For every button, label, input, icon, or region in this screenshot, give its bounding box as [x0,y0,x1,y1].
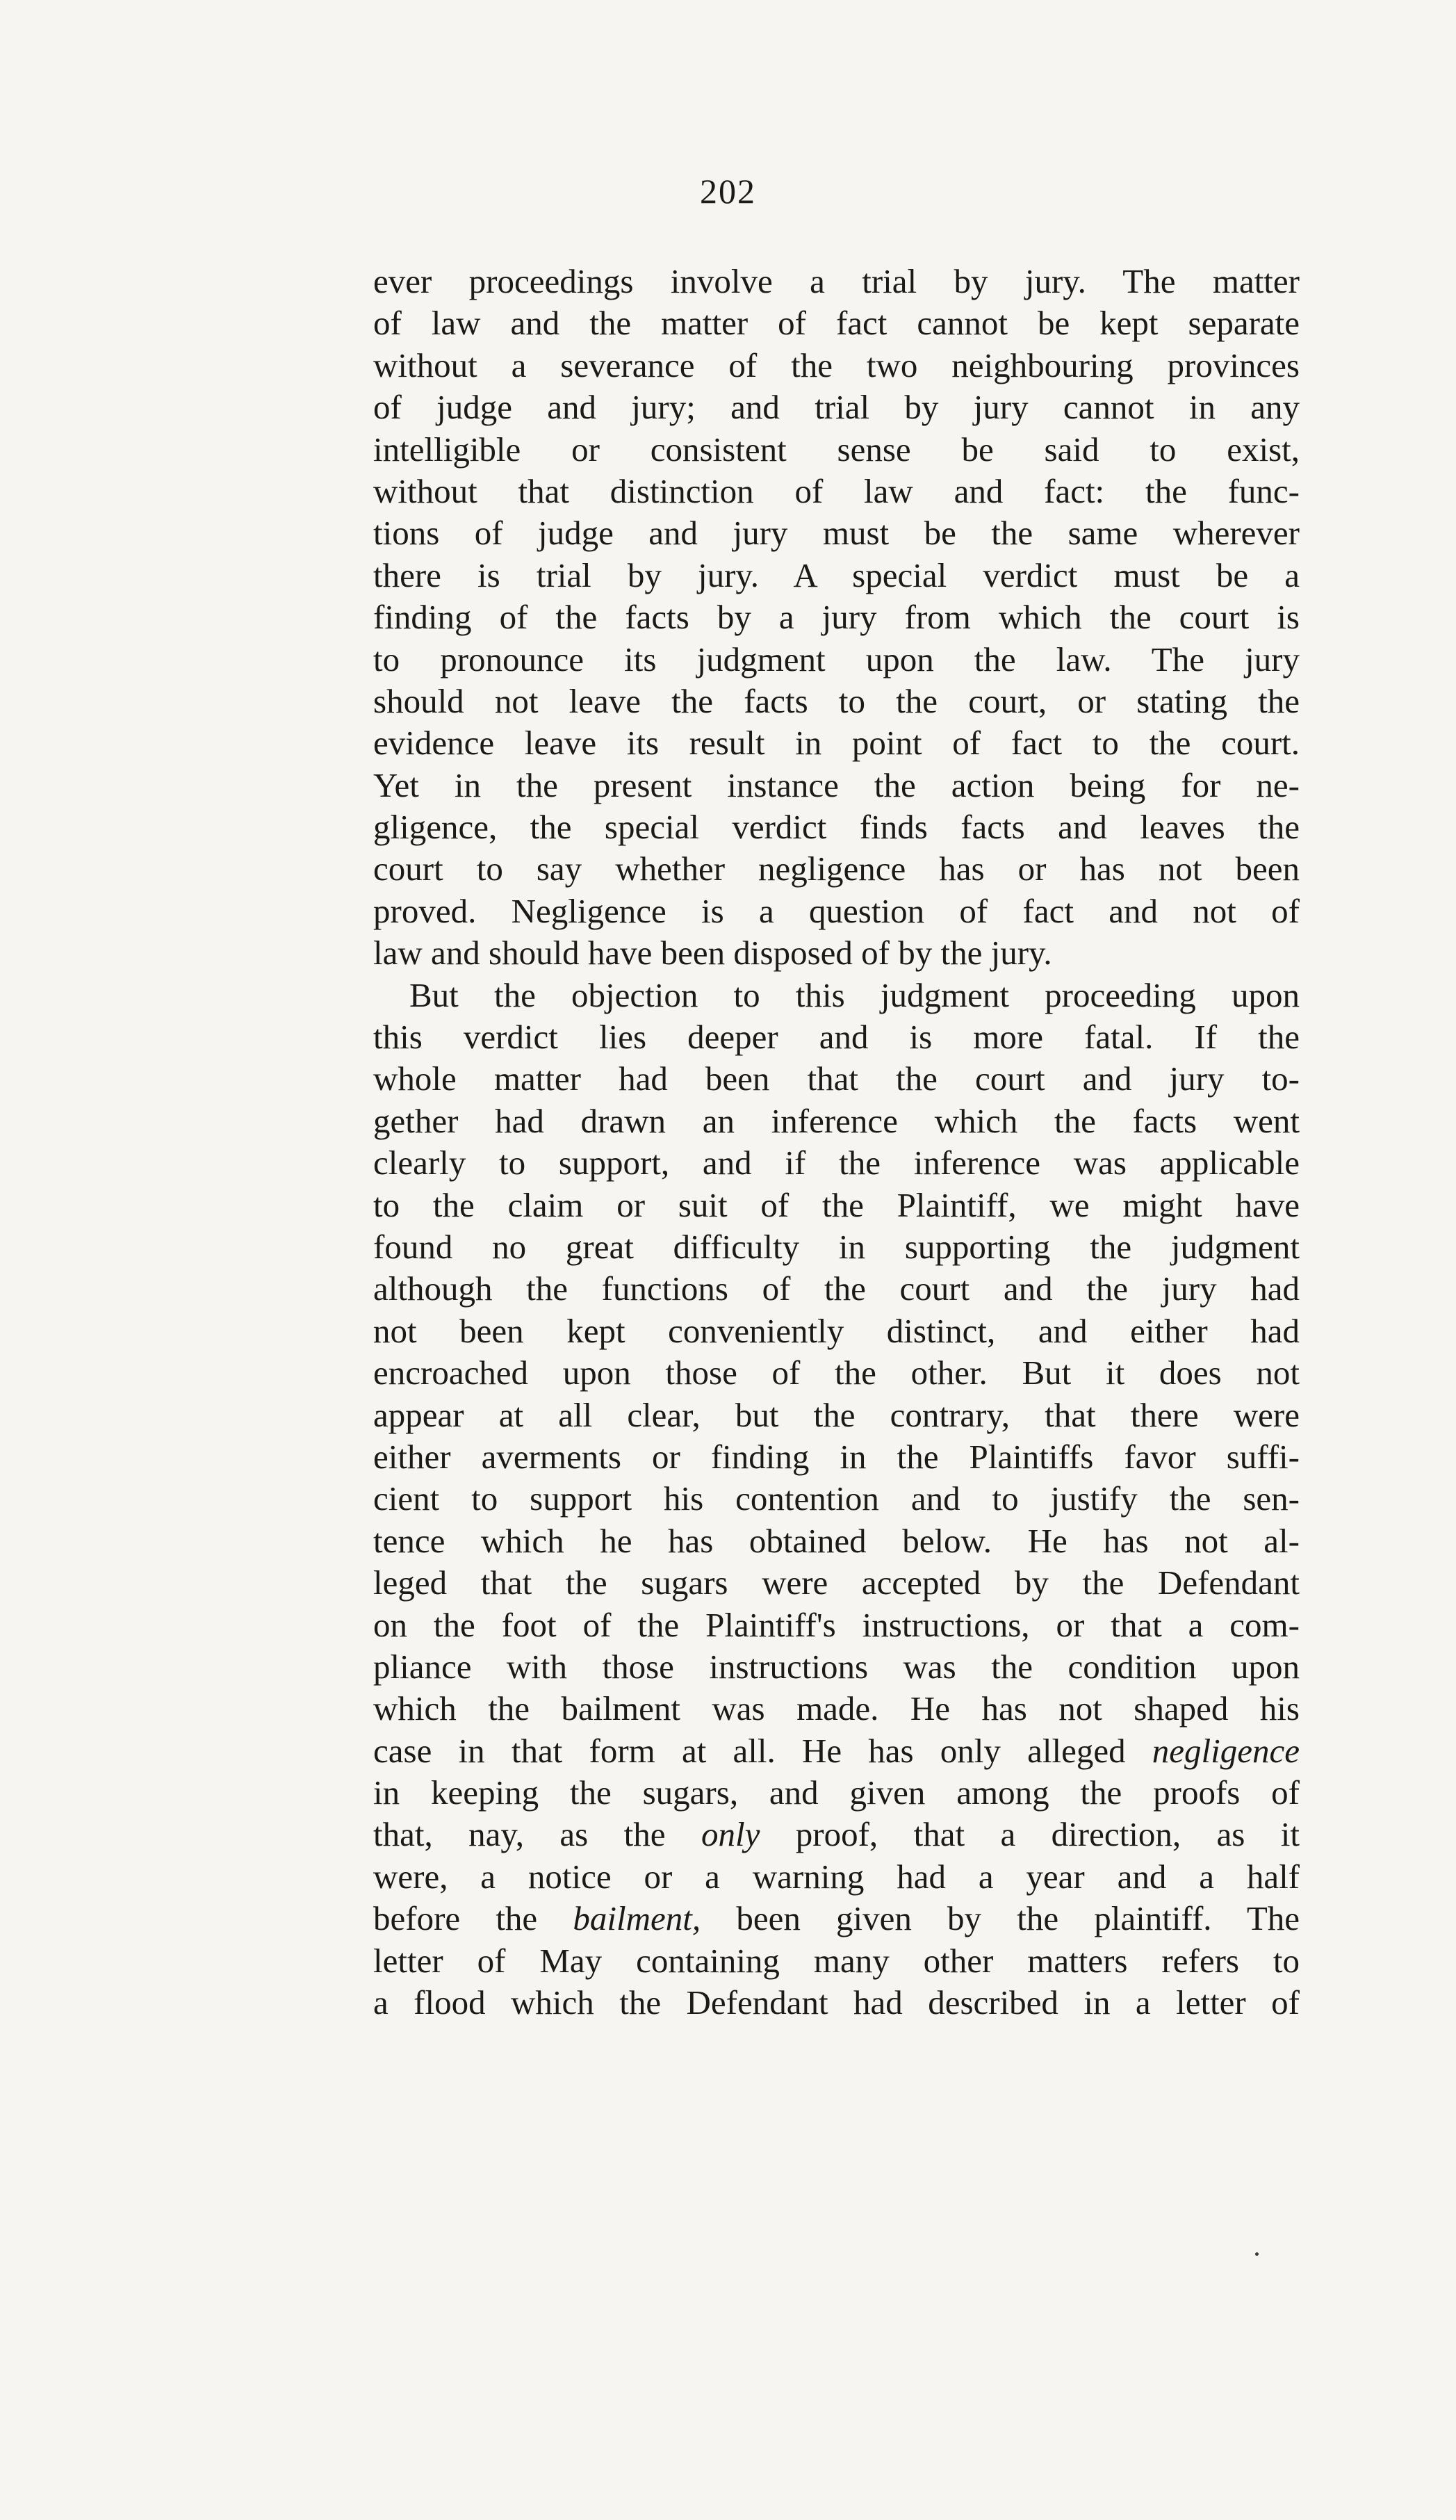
text-line: of law and the matter of fact cannot be kept separate [373,304,1300,343]
text-line: finding of the facts by a jury from which the court is [373,598,1300,637]
text-line: Yet in the present instance the action being for ne- [373,765,1300,804]
text-line: which the bailment was made. He has not shaped his [373,1689,1300,1728]
text-line: to pronounce its judgment upon the law. The jury [373,640,1300,678]
text-line: without that distinction of law and fact: the func- [373,471,1300,510]
text-line: on the foot of the Plaintiff's instructions, or that a com- [373,1605,1300,1644]
italic-term: negligence [1152,1731,1300,1770]
text-line: gligence, the special verdict finds facts and leaves the [373,808,1300,847]
text-line: found no great difficulty in supporting the judgment [373,1227,1300,1266]
body-text [373,261,1300,2024]
text-line: this verdict lies deeper and is more fatal. If the [373,1018,1300,1057]
ink-speck [1255,2252,1259,2256]
text-line: either averments or finding in the Plaintiffs favor suffi- [373,1437,1300,1476]
text-line: there is trial by jury. A special verdict must be a [373,555,1300,594]
text-line: court to say whether negligence has or has not been [373,850,1300,888]
text-run: before the [373,1899,573,1938]
text-line: pliance with those instructions was the condition upon [373,1647,1300,1686]
text-line: to the claim or suit of the Plaintiff, we might have [373,1185,1300,1224]
text-line: cient to support his contention and to justify the sen- [373,1479,1300,1518]
text-line: of judge and jury; and trial by jury cannot in any [373,388,1300,427]
italic-term: bailment, [573,1899,701,1938]
text-line: clearly to support, and if the inference was applicable [373,1144,1300,1182]
text-line: law and should have been disposed of by the jury. [373,934,1052,973]
text-line [373,1730,1300,1772]
text-line: But the objection to this judgment proceeding upon [409,975,1300,1014]
text-line: encroached upon those of the other. But it does not [373,1354,1300,1392]
text-line [373,1814,1300,1855]
page-number: 202 [700,172,756,211]
text-line: tions of judge and jury must be the same wherever [373,514,1300,553]
text-line: in keeping the sugars, and given among the proofs of [373,1773,1300,1812]
text-run: case in that form at all. He has only alleged [373,1731,1152,1770]
text-line: were, a notice or a warning had a year and a half [373,1857,1300,1896]
text-line: should not leave the facts to the court, or stating the [373,681,1300,720]
text-line: leged that the sugars were accepted by the Defendant [373,1563,1300,1602]
paragraph [373,975,1300,2024]
text-line [373,1898,1300,1940]
italic-term: only [701,1815,760,1854]
text-line: without a severance of the two neighbouring provinces [373,346,1300,384]
text-line: whole matter had been that the court and jury to- [373,1059,1300,1098]
text-line: not been kept conveniently distinct, and either had [373,1311,1300,1350]
text-line: although the functions of the court and the jury had [373,1269,1300,1308]
text-line: appear at all clear, but the contrary, that there were [373,1395,1300,1434]
text-line: intelligible or consistent sense be said to exist, [373,430,1300,469]
text-line: tence which he has obtained below. He has not al- [373,1521,1300,1560]
text-run: that, nay, as the [373,1815,701,1854]
text-line: a flood which the Defendant had described in a letter of [373,1983,1300,2022]
text-line: letter of May containing many other matters refers to [373,1941,1300,1980]
text-run: proof, that a direction, as it [760,1815,1300,1854]
text-run: been given by the plaintiff. The [701,1899,1300,1938]
text-line: gether had drawn an inference which the facts went [373,1101,1300,1140]
text-line: evidence leave its result in point of fact to the court. [373,724,1300,763]
text-line: proved. Negligence is a question of fact and not of [373,891,1300,930]
text-line: ever proceedings involve a trial by jury. The matter [373,262,1300,300]
paragraph [373,261,1300,975]
